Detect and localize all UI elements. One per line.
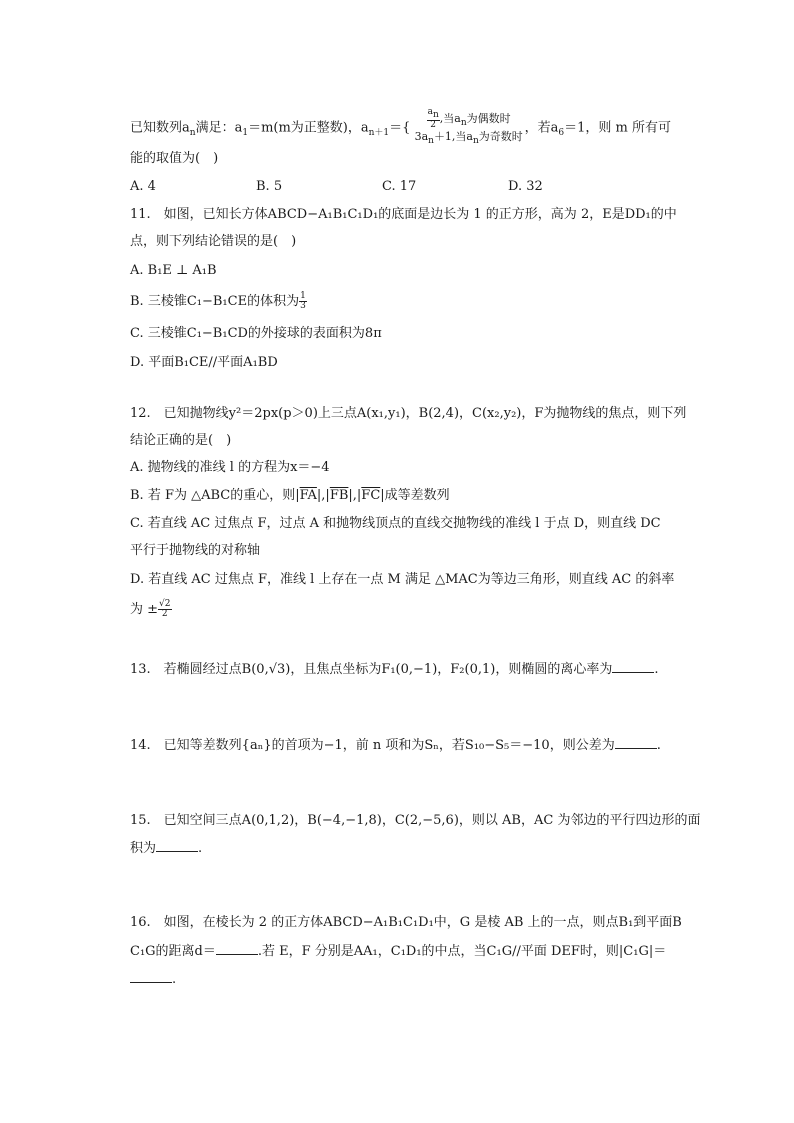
q11-option-d[interactable]: D. 平面B₁CE//平面A₁BD	[130, 355, 278, 370]
q11-option-a[interactable]: A. B₁E ⊥ A₁B	[130, 263, 217, 278]
q10-text-b: 满足：a	[195, 120, 243, 136]
q16-text-b: .若 E，F 分别是AA₁，C₁D₁的中点，当C₁G//平面 DEF时，则|C₁G|＝	[257, 944, 667, 959]
q11-option-b[interactable]	[130, 292, 307, 311]
q16-text-a: C₁G的距离d＝	[130, 944, 216, 959]
q10-case1-tail: 为偶数时	[466, 111, 511, 125]
q10-case1-num-sub: n	[432, 109, 439, 120]
q10-sub-a: n	[189, 128, 196, 139]
q12-option-b[interactable]	[130, 487, 450, 505]
q10-case1-sub: n	[460, 118, 467, 129]
q13-text: 13. 若椭圆经过点B(0,√3)，且焦点坐标为F₁(0,−1)，F₂(0,1)，则椭圆的离心率为	[130, 662, 613, 677]
q15-stem-line1: 15. 已知空间三点A(0,1,2)，B(−4,−1,8)，C(2,−5,6)，则以 AB，AC 为邻边的平行四边形的面	[130, 813, 701, 828]
q12-vector-fa: $\overline{FA}$	[299, 488, 317, 503]
q10-case2-mid-sub: n	[473, 136, 479, 147]
q15-text: 积为	[130, 841, 157, 856]
q16-stem-line2	[130, 942, 666, 961]
q14-text: 14. 已知等差数列{aₙ}的首项为−1，前 n 项和为Sₙ，若S₁₀−S₅＝−10，则公差为	[130, 738, 615, 753]
q10-case1-den: 2	[430, 119, 437, 130]
q10-text-f: ＝1，则 m 所有可	[564, 120, 671, 136]
q12-option-b-tail: |成等差数列	[380, 488, 450, 503]
q11-option-b-fraction	[299, 292, 307, 311]
q16-answer-blank-1[interactable]	[216, 942, 258, 955]
q10-option-d[interactable]: D. 32	[508, 179, 543, 194]
q12-option-d-line2	[130, 600, 172, 619]
q16-answer-blank-2[interactable]	[130, 970, 172, 983]
q12-option-d-num: √2	[159, 599, 171, 609]
q11-stem-line2: 点，则下列结论错误的是( )	[130, 234, 297, 249]
q15-answer-blank[interactable]	[156, 839, 198, 852]
q10-case1-text: ,当a	[439, 111, 461, 125]
q16-stem-line3	[130, 970, 176, 989]
q16-stem-line1: 16. 如图，在棱长为 2 的正方体ABCD−A₁B₁C₁D₁中，G 是棱 AB 上的一点，则点B₁到平面B	[130, 915, 682, 930]
q12-option-d-den: 2	[161, 609, 168, 619]
q10-text-a: 已知数列a	[130, 120, 190, 136]
q12-vector-fc: $\overline{FC}$	[361, 488, 381, 503]
q10-sub-c: n＋1	[368, 128, 390, 139]
q10-text-d: ＝{	[389, 120, 411, 136]
q12-option-b-text: B. 若 F为 △ABC的重心，则|	[130, 488, 300, 503]
q13-period: .	[654, 662, 659, 677]
q12-stem-line1: 12. 已知抛物线y²＝2px(p＞0)上三点A(x₁,y₁)，B(2,4)，C(x₂,y₂)，F为抛物线的焦点，则下列	[130, 406, 687, 421]
q14-period: .	[656, 738, 661, 753]
q11-option-b-text: B. 三棱锥C₁−B₁CE的体积为	[130, 294, 300, 309]
q15-period: .	[198, 841, 203, 856]
q14-stem	[130, 736, 661, 755]
q13-answer-blank[interactable]	[612, 660, 654, 673]
q10-case1-fraction	[427, 108, 440, 130]
q15-stem-line2	[130, 839, 202, 858]
q10-text-c: ＝m(m为正整数)，a	[248, 120, 369, 136]
q12-sep-2: |,|	[348, 488, 362, 503]
q12-option-d-line1[interactable]: D. 若直线 AC 过焦点 F，准线 l 上存在一点 M 满足 △MAC为等边三角形，则直线 AC 的斜率	[130, 572, 675, 587]
q10-case2-sub: n	[428, 136, 434, 147]
q12-option-a[interactable]: A. 抛物线的准线 l 的方程为x＝−4	[130, 460, 330, 475]
q10-text-e: ，若a	[524, 120, 559, 136]
q10-case2-text: 3a	[414, 130, 429, 143]
q10-case1-num: a	[427, 107, 433, 117]
q12-option-c-line1[interactable]: C. 若直线 AC 过焦点 F，过点 A 和抛物线顶点的直线交抛物线的准线 l 于点 D，则直线 DC	[130, 516, 661, 531]
q11-stem-line1: 11. 如图，已知长方体ABCD−A₁B₁C₁D₁的底面是边长为 1 的正方形，高为 2，E是DD₁的中	[130, 207, 677, 222]
q12-option-c-line2: 平行于抛物线的对称轴	[130, 543, 261, 558]
q14-answer-blank[interactable]	[615, 736, 657, 749]
q13-stem	[130, 660, 658, 679]
q12-option-d-fraction	[158, 600, 171, 619]
q10-sub-e: 6	[558, 128, 565, 139]
q10-case2-tail: 为奇数时	[478, 130, 523, 143]
q12-option-d-text: 为 ±	[130, 602, 159, 617]
q10-options	[130, 178, 690, 196]
q16-period: .	[172, 972, 177, 987]
q11-option-b-num: 1	[300, 291, 306, 301]
q10-stem-line2: 能的取值为( )	[130, 151, 219, 166]
q10-case2-mid: ＋1,当a	[433, 130, 473, 143]
q10-sub-b: 1	[242, 128, 249, 139]
q11-option-b-den: 3	[300, 301, 306, 311]
q12-sep-1: |,|	[316, 488, 330, 503]
q10-stem-line1	[130, 108, 671, 148]
q10-option-b[interactable]: B. 5	[256, 179, 283, 194]
q10-option-a[interactable]: A. 4	[130, 179, 156, 194]
q12-stem-line2: 结论正确的是( )	[130, 433, 232, 448]
q10-option-c[interactable]: C. 17	[382, 179, 417, 194]
q11-option-c[interactable]: C. 三棱锥C₁−B₁CD的外接球的表面积为8π	[130, 326, 382, 341]
q12-vector-fb: $\overline{FB}$	[329, 488, 349, 503]
q10-case2	[415, 128, 523, 150]
q10-piecewise	[415, 108, 525, 148]
